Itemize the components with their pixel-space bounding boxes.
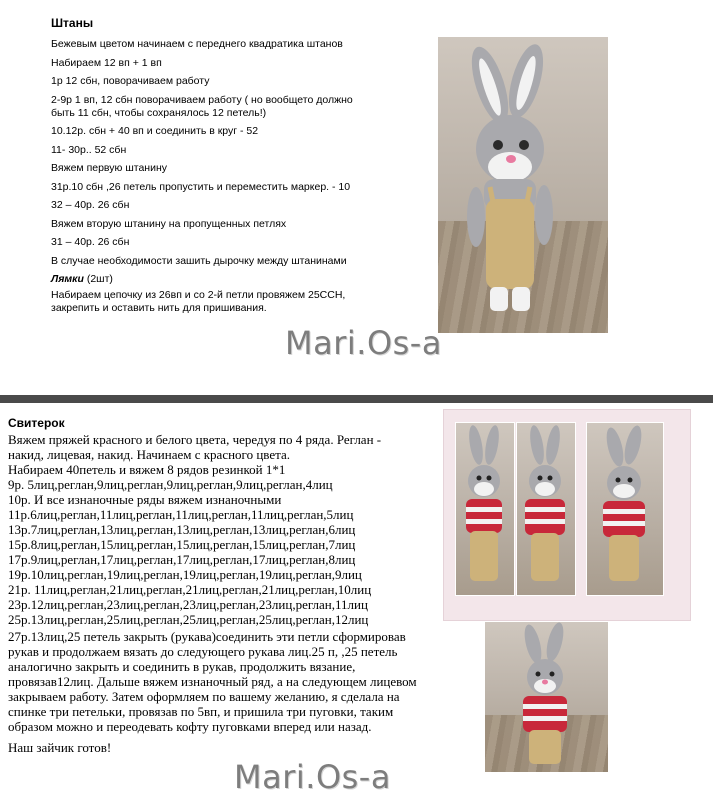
instruction-line: Набираем 40петель и вяжем 8 рядов резинкой 1*1 (8, 462, 286, 477)
bunny-overalls-photo (438, 37, 608, 333)
instruction-line: 2-9р 1 вп, 12 сбн поворачиваем работу ( но вообщето должно быть 11 сбн, чтобы сохранялось 12 петель!) (51, 93, 353, 119)
paragraph-line: 27р.13лиц,25 петель закрыть (рукава)соединить эти петли сформировав (8, 629, 406, 644)
section-title-sweater: Свитерок (8, 416, 65, 430)
page-divider (0, 395, 713, 403)
instruction-line: 13р.7лиц,реглан,13лиц,реглан,13лиц,реглан,13лиц,реглан,6лиц (8, 522, 356, 537)
sweater-photo-collage (443, 409, 691, 621)
instruction-line: В случае необходимости зашить дырочку между штанинами (51, 254, 347, 267)
instruction-line: Вяжем пряжей красного и белого цвета, чередуя по 4 ряда. Реглан - (8, 432, 382, 447)
collage-photo-center (516, 422, 576, 596)
paragraph-line: спинке три петельки, провязав по 5вп, и пришила три пуговки, таким (8, 704, 394, 719)
section-title-pants: Штаны (51, 16, 94, 30)
sweater-finishing-paragraph (8, 629, 438, 734)
instruction-line: 31 – 40р. 26 сбн (51, 236, 130, 248)
instruction-line: 10р. И все изнаночные ряды вяжем изнаночными (8, 492, 282, 507)
instruction-line: Бежевым цветом начинаем с переднего квадратика штанов (51, 38, 343, 50)
instruction-line: Вяжем первую штанину (51, 162, 167, 174)
instruction-line: 1р 12 сбн, поворачиваем работу (51, 75, 210, 87)
instruction-line: 9р. 5лиц,реглан,9лиц,реглан,9лиц,реглан,9лиц,реглан,4лиц (8, 477, 333, 492)
paragraph-line: аналогично закрыть и соединить в рукав, продолжить вязание, (8, 659, 356, 674)
watermark-text: Mari.Os-a (234, 758, 391, 796)
straps-instruction: Набираем цепочку из 26вп и со 2-й петли провяжем 25ССН, закрепить и оставить нить для пришивания. (51, 289, 346, 314)
instruction-line: 10.12р. сбн + 40 вп и соединить в круг - 52 (51, 125, 259, 137)
instruction-line: 11- 30р.. 52 сбн (51, 143, 127, 156)
instruction-line: 21р. 11лиц,реглан,21лиц,реглан,21лиц,реглан,21лиц,реглан,10лиц (8, 582, 372, 597)
paragraph-line: образом можно и переодевать кофту пуговками вперед или назад. (8, 719, 372, 734)
pattern-page-pants (0, 0, 713, 395)
watermark-text: Mari.Os-a (285, 324, 442, 362)
pants-instructions (51, 38, 371, 315)
bunny-toy-image (438, 37, 608, 333)
bunny-sweater-photo (485, 622, 608, 772)
instruction-line: 15р.8лиц,реглан,15лиц,реглан,15лиц,реглан,15лиц,реглан,7лиц (8, 537, 356, 552)
straps-heading (51, 273, 371, 286)
instruction-line: 17р.9лиц,реглан,17лиц,реглан,17лиц,реглан,17лиц,реглан,8лиц (8, 552, 356, 567)
instruction-line: 31р.10 сбн ,26 петель пропустить и переместить маркер. - 10 (51, 180, 351, 193)
paragraph-line: закрываем работу. Затем оформляем по вашему желанию, я сделала на (8, 689, 400, 704)
instruction-line: Набираем 12 вп + 1 вп (51, 56, 162, 69)
closing-line: Наш зайчик готов! (8, 740, 112, 755)
collage-photo-right (586, 422, 664, 596)
instruction-line: Вяжем вторую штанину на пропущенных петлях (51, 217, 287, 230)
instruction-line: 25р.13лиц,реглан,25лиц,реглан,25лиц,реглан,25лиц,реглан,12лиц (8, 612, 369, 627)
instruction-line: 11р.6лиц,реглан,11лиц,реглан,11лиц,реглан,11лиц,реглан,5лиц (8, 507, 354, 522)
paragraph-line: рукав и продолжаем вязать до следующего рукава лиц.25 п, ,25 петель (8, 644, 398, 659)
paragraph-line: провязав12лиц. Дальше вяжем изнаночный ряд, а на следующем лицевом (8, 674, 417, 689)
straps-title: Лямки (51, 273, 84, 285)
instruction-line: 19р.10лиц,реглан,19лиц,реглан,19лиц,реглан,19лиц,реглан,9лиц (8, 567, 362, 582)
sweater-instructions (8, 432, 428, 627)
instruction-line: накид, лицевая, накид. Начинаем с красного цвета. (8, 447, 290, 462)
instruction-line: 32 – 40р. 26 сбн (51, 199, 130, 211)
instruction-line: 23р.12лиц,реглан,23лиц,реглан,23лиц,реглан,23лиц,реглан,11лиц (8, 597, 368, 612)
collage-photo-left (455, 422, 515, 596)
straps-count: (2шт) (83, 273, 113, 285)
pattern-page-sweater (0, 403, 713, 806)
